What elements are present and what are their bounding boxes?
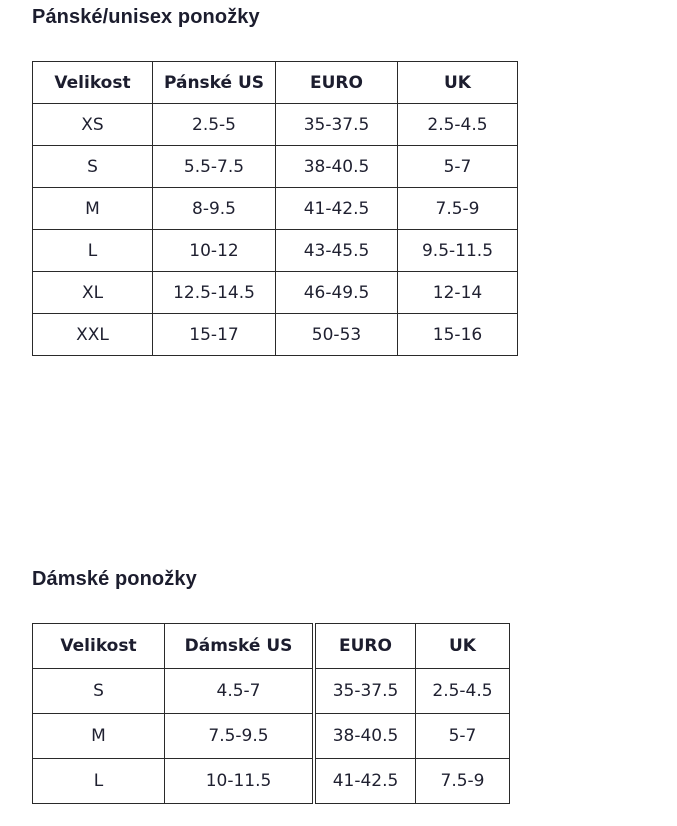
cell-euro: 50-53 bbox=[276, 314, 398, 356]
cell-us: 10-11.5 bbox=[165, 759, 315, 804]
cell-size: L bbox=[33, 230, 153, 272]
cell-uk: 2.5-4.5 bbox=[416, 669, 510, 714]
cell-euro: 46-49.5 bbox=[276, 272, 398, 314]
table-row bbox=[33, 104, 518, 146]
womens-socks-heading: Dámské ponožky bbox=[32, 568, 197, 590]
cell-us: 4.5-7 bbox=[165, 669, 315, 714]
cell-euro: 38-40.5 bbox=[314, 714, 416, 759]
cell-us: 12.5-14.5 bbox=[153, 272, 276, 314]
cell-us: 5.5-7.5 bbox=[153, 146, 276, 188]
cell-size: M bbox=[33, 188, 153, 230]
column-header-size: Velikost bbox=[33, 62, 153, 104]
cell-size: XS bbox=[33, 104, 153, 146]
cell-us: 2.5-5 bbox=[153, 104, 276, 146]
cell-us: 7.5-9.5 bbox=[165, 714, 315, 759]
cell-uk: 9.5-11.5 bbox=[398, 230, 518, 272]
cell-euro: 41-42.5 bbox=[276, 188, 398, 230]
column-header-euro: EURO bbox=[276, 62, 398, 104]
mens-socks-heading: Pánské/unisex ponožky bbox=[32, 6, 260, 28]
cell-uk: 7.5-9 bbox=[416, 759, 510, 804]
cell-uk: 15-16 bbox=[398, 314, 518, 356]
cell-uk: 5-7 bbox=[398, 146, 518, 188]
column-header-us: Pánské US bbox=[153, 62, 276, 104]
cell-size: S bbox=[33, 669, 165, 714]
table-row bbox=[33, 714, 510, 759]
cell-euro: 41-42.5 bbox=[314, 759, 416, 804]
column-header-uk: UK bbox=[416, 624, 510, 669]
cell-uk: 12-14 bbox=[398, 272, 518, 314]
table-row bbox=[33, 146, 518, 188]
cell-uk: 2.5-4.5 bbox=[398, 104, 518, 146]
table-row bbox=[33, 314, 518, 356]
cell-size: S bbox=[33, 146, 153, 188]
table-header-row bbox=[33, 62, 518, 104]
cell-us: 10-12 bbox=[153, 230, 276, 272]
cell-uk: 7.5-9 bbox=[398, 188, 518, 230]
cell-euro: 35-37.5 bbox=[314, 669, 416, 714]
table-row bbox=[33, 272, 518, 314]
cell-uk: 5-7 bbox=[416, 714, 510, 759]
table-row bbox=[33, 188, 518, 230]
column-header-euro: EURO bbox=[314, 624, 416, 669]
cell-euro: 43-45.5 bbox=[276, 230, 398, 272]
cell-us: 15-17 bbox=[153, 314, 276, 356]
cell-euro: 35-37.5 bbox=[276, 104, 398, 146]
table-header-row bbox=[33, 624, 510, 669]
cell-size: XL bbox=[33, 272, 153, 314]
table-row bbox=[33, 759, 510, 804]
mens-size-table bbox=[32, 61, 518, 356]
womens-size-table bbox=[32, 623, 510, 804]
cell-us: 8-9.5 bbox=[153, 188, 276, 230]
column-header-uk: UK bbox=[398, 62, 518, 104]
cell-size: XXL bbox=[33, 314, 153, 356]
table-row bbox=[33, 230, 518, 272]
column-header-size: Velikost bbox=[33, 624, 165, 669]
table-row bbox=[33, 669, 510, 714]
cell-size: L bbox=[33, 759, 165, 804]
column-header-us: Dámské US bbox=[165, 624, 315, 669]
cell-size: M bbox=[33, 714, 165, 759]
cell-euro: 38-40.5 bbox=[276, 146, 398, 188]
